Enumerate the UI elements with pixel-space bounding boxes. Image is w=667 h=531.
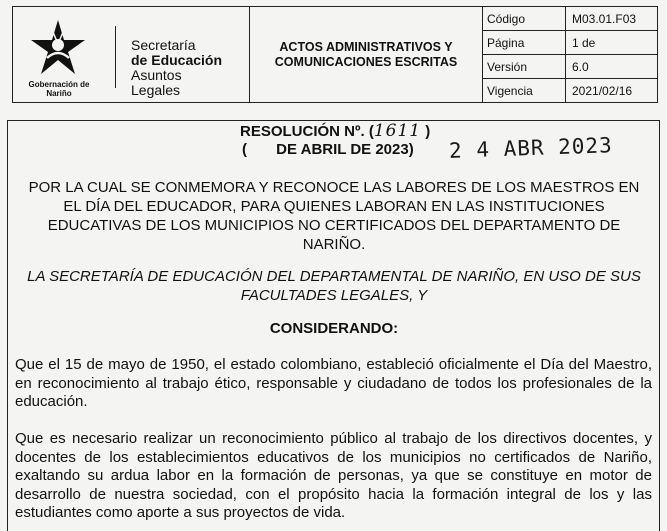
logo-cell: [13, 7, 250, 103]
secretaria-name: [131, 38, 222, 98]
resolution-number-line: [240, 121, 430, 141]
considerando-heading: CONSIDERANDO:: [269, 320, 399, 337]
meta-value: 6.0: [566, 55, 658, 79]
meta-label: Versión: [483, 55, 566, 79]
meta-value: 1 de: [566, 31, 658, 55]
secretaria-line: Asuntos: [131, 66, 182, 83]
meta-label: Vigencia: [483, 79, 566, 103]
considerando-paragraph: Que es necesario realizar un reconocimiento público al trabajo de los directivos docentes, y docentes de los establecimientos educativos de los municipios no certificados de Nariño, exaltando su ardua labor en la formación de personas, ya que se constituye en motor de desarrollo de nuestra sociedad, con el propósito hacia la formación integral de los y las estudiantes como aporte a sus proyectos de vida.: [15, 430, 652, 521]
logo-caption: Gobernación de Nariño: [28, 79, 90, 98]
issuing-authority: LA SECRETARÍA DE EDUCACIÓN DEL DEPARTAMENTAL DE NARIÑO, EN USO DE SUS FACULTADES LEGALES, Y: [27, 268, 641, 304]
meta-label: Página: [483, 31, 566, 55]
date-stamp: 2 4 ABR 2023: [448, 133, 614, 163]
resolution-number-handwritten: 1611: [373, 121, 422, 141]
secretaria-line: Legales: [131, 81, 181, 98]
secretaria-line: de Educación: [131, 51, 223, 68]
document-header: [12, 6, 658, 103]
meta-label: Código: [483, 7, 566, 31]
document-type-title: ACTOS ADMINISTRATIVOS Y COMUNICACIONES ESCRITAS: [250, 7, 483, 103]
considerando-paragraph: Que el 15 de mayo de 1950, el estado colombiano, estableció oficialmente el Día del Maestro, en reconocimiento al trabajo ético, responsable y ciudadano de todos los profesionales de la educación.: [15, 356, 652, 410]
secretaria-line: Secretaría: [131, 36, 196, 53]
resolution-subject: POR LA CUAL SE CONMEMORA Y RECONOCE LAS LABORES DE LOS MAESTROS EN EL DÍA DEL EDUCADOR, PARA QUIENES LABORAN EN LAS INSTITUCIONES EDUCATIVAS DE LOS MUNICIPIOS NO CERTIFICADOS DEL DEPARTAMENTO DE NARIÑO.: [28, 179, 640, 253]
meta-value: M03.01.F03: [566, 7, 658, 31]
resolution-prefix: RESOLUCIÓN Nº. (: [240, 123, 374, 140]
logo-divider: [115, 26, 116, 88]
resolution-suffix: ): [421, 123, 431, 140]
meta-value: 2021/02/16: [566, 79, 658, 103]
resolution-date-line: ( DE ABRIL DE 2023): [242, 141, 414, 158]
star-logo-icon: [29, 18, 87, 80]
